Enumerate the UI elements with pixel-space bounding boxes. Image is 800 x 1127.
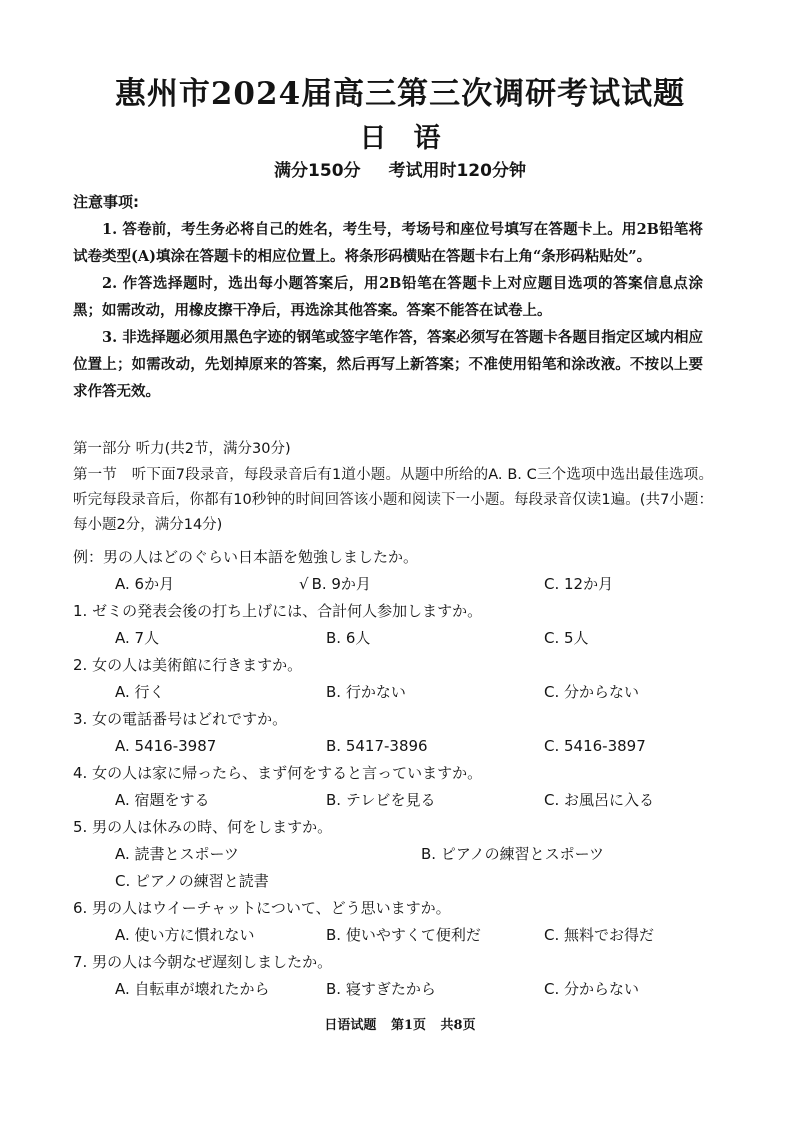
question-6: 6. 男の人はウイーチャットについて、どう思いますか。 (73, 899, 451, 917)
option-b: B. 9か月 (311, 575, 371, 593)
option-a: A. 6か月 (115, 575, 175, 593)
option-b: B. 6人 (326, 629, 371, 647)
option-a: A. 自転車が壊れたから (115, 980, 270, 998)
option-c: C. ピアノの練習と読書 (115, 872, 269, 890)
option-b: B. 行かない (326, 683, 406, 701)
option-a: A. 行く (115, 683, 165, 701)
question-4: 4. 女の人は家に帰ったら、まず何をすると言っていますか。 (73, 764, 483, 782)
question-2: 2. 女の人は美術館に行きますか。 (73, 656, 303, 674)
option-a: A. 使い方に慣れない (115, 926, 255, 944)
example-answer-check (299, 571, 371, 598)
option-b: B. ピアノの練習とスポーツ (421, 845, 605, 863)
note-item: 3. 非选择题必须用黑色字迹的钢笔或签字笔作答，答案必须写在答题卡各题目指定区域内相应位置上；如需改动，先划掉原来的答案，然后再写上新答案；不准使用铅笔和涂改液。不按以上要求作答无效。 (73, 329, 703, 400)
note-item: 1. 答卷前，考生务必将自己的姓名，考生号，考场号和座位号填写在答题卡上。用2B铅笔将试卷类型(A)填涂在答题卡的相应位置上。将条形码横贴在答题卡右上角“条形码粘贴处”。 (73, 221, 703, 265)
option-b: B. 使いやすくて便利だ (326, 926, 481, 944)
option-c: C. 5人 (544, 629, 589, 647)
footer-total-pages: 共8页 (440, 1018, 476, 1033)
option-a: A. 宿題をする (115, 791, 210, 809)
question-5-options-row2 (73, 868, 713, 895)
question-7: 7. 男の人は今朝なぜ遅刻しましたか。 (73, 953, 333, 971)
notes-list (73, 216, 703, 405)
option-b: B. 寝すぎたから (326, 980, 436, 998)
example-question: 例：男の人はどのぐらい日本語を勉強しましたか。 (73, 548, 419, 566)
exam-subject: 日 语 (359, 123, 441, 154)
question-1-options (73, 625, 713, 652)
note-item: 2. 作答选择题时，选出每小题答案后，用2B铅笔在答题卡上对应题目选项的答案信息点涂黑；如需改动，用橡皮擦干净后，再选涂其他答案。答案不能答在试卷上。 (73, 275, 703, 319)
option-b: B. 5417-3896 (326, 737, 428, 755)
option-b: B. テレビを見る (326, 791, 436, 809)
page-footer (0, 1016, 800, 1036)
option-a: A. 5416-3987 (115, 737, 217, 755)
option-a: A. 読書とスポーツ (115, 845, 239, 863)
full-score: 满分150分 (274, 161, 361, 181)
question-6-options (73, 922, 713, 949)
option-c: C. 分からない (544, 683, 640, 701)
footer-page-number: 第1页 (390, 1018, 426, 1033)
exam-duration: 考试用时120分钟 (388, 161, 526, 181)
example-options (73, 571, 713, 598)
footer-subject: 日语试题 (324, 1018, 377, 1033)
option-c: C. 12か月 (544, 575, 614, 593)
question-3-options (73, 733, 713, 760)
notes-heading: 注意事项: (73, 193, 139, 211)
question-3: 3. 女の電話番号はどれですか。 (73, 710, 288, 728)
question-7-options (73, 976, 713, 1003)
option-c: C. 無料でお得だ (544, 926, 655, 944)
section1-intro: 第一节 听下面7段录音，每段录音后有1道小题。从题中所给的A. B. C三个选项中选出最佳选项。听完每段录音后，你都有10秒钟的时间回答该小题和阅读下一小题。每段录音仅读1遍。(共7小题：每小题2分，满分14分) (73, 467, 713, 533)
option-c: C. 5416-3897 (544, 737, 646, 755)
check-mark: √ (299, 575, 309, 593)
option-a: A. 7人 (115, 629, 160, 647)
question-2-options (73, 679, 713, 706)
option-c: C. 分からない (544, 980, 640, 998)
part1-title: 第一部分 听力(共2节，满分30分) (73, 441, 291, 457)
exam-title: 惠州市2024届高三第三次调研考试试题 (114, 76, 686, 112)
question-5: 5. 男の人は休みの時、何をしますか。 (73, 818, 333, 836)
score-line (0, 158, 800, 184)
question-list (73, 544, 713, 1003)
option-c: C. お風呂に入る (544, 791, 655, 809)
question-5-options-row1 (73, 841, 713, 868)
question-1: 1. ゼミの発表会後の打ち上げには、合計何人参加しますか。 (73, 602, 483, 620)
question-4-options (73, 787, 713, 814)
